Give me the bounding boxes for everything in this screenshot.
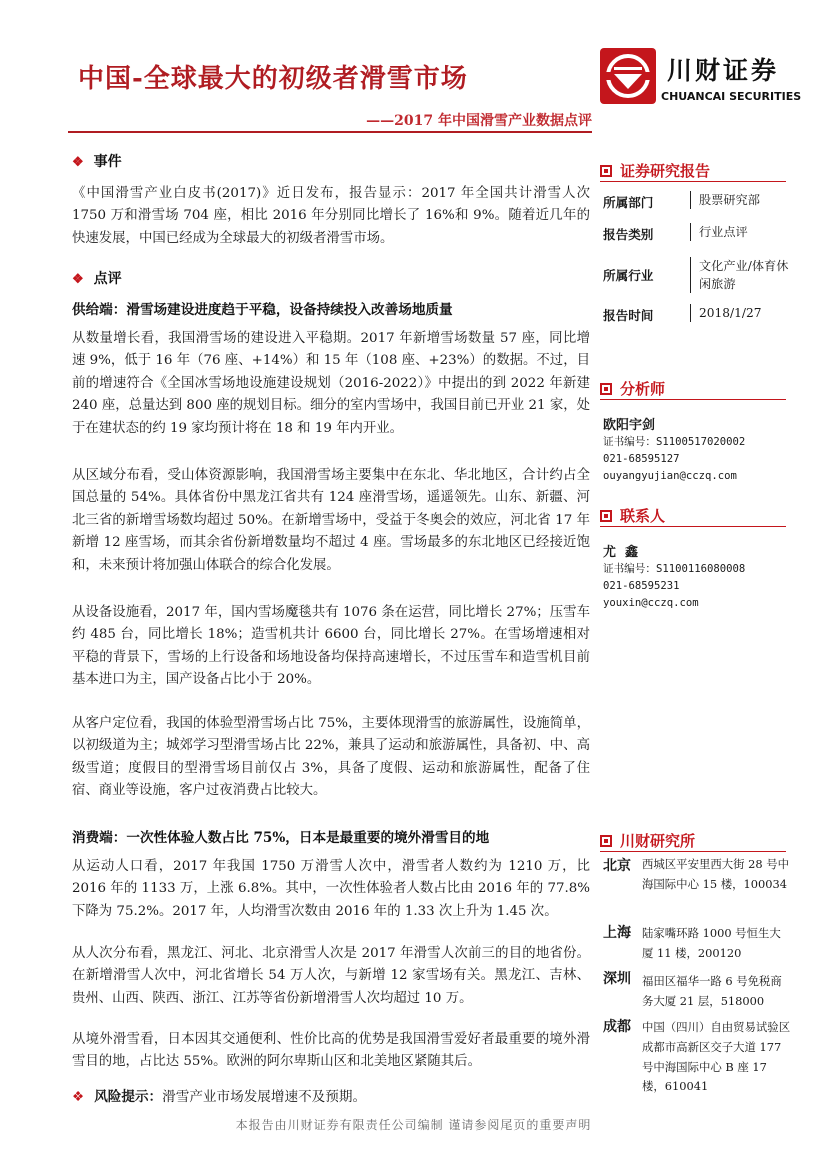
- analyst-name: 欧阳宇剑: [603, 418, 656, 433]
- office-address-shenzhen: 福田区福华一路 6 号免税商务大厦 21 层，518000: [642, 974, 782, 1008]
- demand-side-heading: 消费端：一次性体验人数占比 75%，日本是最重要的境外滑雪目的地: [72, 830, 490, 846]
- industry-value: 文化产业/体育休闲旅游: [690, 257, 790, 293]
- sidebar-divider: [600, 399, 786, 400]
- report-date-label: 报告时间: [603, 308, 654, 323]
- report-date-value: 2018/1/27: [690, 304, 762, 322]
- contact-phone: 021-68595231: [603, 580, 680, 592]
- risk-warning: [72, 1085, 366, 1105]
- brand-name-cn: 川财证券: [667, 56, 780, 85]
- office-city-shanghai: 上海: [603, 925, 631, 941]
- square-bullet-icon: [600, 510, 612, 522]
- footer-disclaimer: 本报告由川财证券有限责任公司编制 谨请参阅尾页的重要声明: [235, 1118, 592, 1132]
- analyst-phone: 021-68595127: [603, 453, 680, 465]
- diamond-bullet-icon: ❖: [72, 1089, 85, 1105]
- supply-paragraph-equipment: 从设备设施看，2017 年，国内雪场魔毯共有 1076 条在运营，同比增长 27%；压雪车约 485 台，同比增长 18%；造雪机共计 6600 台，同比增长 27%。在雪场增速相对平稳的背景下，雪场的上行设备和场地设备均保持高速增长，不过压雪车和造雪机目前基本进口为主，国产设备占比小于 20%。: [72, 605, 590, 688]
- report-title: 中国-全球最大的初级者滑雪市场: [78, 64, 468, 94]
- demand-paragraph-distribution: 从人次分布看，黑龙江、河北、北京滑雪人次是 2017 年滑雪人次前三的目的地省份。在新增滑雪人次中，河北省增长 54 万人次，与新增 12 家雪场有关。黑龙江、吉林、贵州、山西、陕西、浙江、江苏等省份新增滑雪人次均超过 10 万。: [72, 946, 590, 1006]
- institute-title: 川财研究所: [600, 830, 695, 851]
- demand-paragraph-overseas: 从境外滑雪看，日本因其交通便利、性价比高的优势是我国滑雪爱好者最重要的境外滑雪目的地，占比达 55%。欧洲的阿尔卑斯山区和北美地区紧随其后。: [72, 1032, 590, 1070]
- demand-paragraph-population: 从运动人口看，2017 年我国 1750 万滑雪人次中，滑雪者人数约为 1210 万，比 2016 年的 1133 万，上涨 6.8%。其中，一次性体验者人数占比由 2016 年的 77.8%下降为 75.2%。2017 年，人均滑雪次数由 2016 年的 1.33 次上升为 1.45 次。: [72, 859, 590, 919]
- chuancai-logo-icon: [600, 48, 656, 104]
- risk-text: 滑雪产业市场发展增速不及预期。: [162, 1089, 367, 1105]
- report-type-value: 行业点评: [690, 223, 748, 241]
- event-paragraph: 《中国滑雪产业白皮书(2017)》近日发布，报告显示：2017 年全国共计滑雪人次 1750 万和滑雪场 704 座，相比 2016 年分别同比增长了 16%和 9%。随着近几年的快速发展，中国已经成为全球最大的初级者滑雪市场。: [72, 186, 590, 246]
- diamond-bullet-icon: ❖: [72, 155, 84, 170]
- office-city-chengdu: 成都: [603, 1019, 631, 1035]
- office-city-beijing: 北京: [603, 858, 631, 874]
- comment-heading: ❖ 点评: [72, 271, 122, 287]
- sidebar-divider: [600, 181, 786, 182]
- sidebar-divider: [600, 526, 786, 527]
- brand-name-en: CHUANCAI SECURITIES: [661, 90, 802, 103]
- office-address-chengdu: 中国（四川）自由贸易试验区成都市高新区交子大道 177 号中海国际中心 B 座 17 楼，610041: [642, 1020, 791, 1094]
- supply-paragraph-region: 从区域分布看，受山体资源影响，我国滑雪场主要集中在东北、华北地区，合计约占全国总量的 54%。具体省份中黑龙江省共有 124 座滑雪场，遥遥领先。山东、新疆、河北三省的新增雪场数均超过 50%。在新增雪场中，受益于冬奥会的效应，河北省 17 年新增 12 座雪场，而其余省份新增数量均不超过 4 座。雪场最多的东北地区已经接近饱和，未来预计将加强山体联合的综合化发展。: [72, 468, 590, 573]
- supply-paragraph-customer: 从客户定位看，我国的体验型滑雪场占比 75%，主要体现滑雪的旅游属性，设施简单，以初级道为主；城郊学习型滑雪场占比 22%，兼具了运动和旅游属性，具备初、中、高级雪道；度假目的型滑雪场目前仅占 3%，具备了度假、运动和旅游属性，配备了住宿、商业等设施，客户过夜消费占比较大。: [72, 716, 590, 799]
- industry-label: 所属行业: [603, 268, 654, 283]
- office-address-beijing: 西城区平安里西大街 28 号中海国际中心 15 楼，100034: [642, 857, 790, 891]
- contact-name: 尤 鑫: [603, 545, 639, 560]
- analyst-cert: 证书编号：S1100517020002: [603, 436, 746, 448]
- contact-email[interactable]: youxin@cczq.com: [603, 597, 699, 609]
- report-type-label: 报告类别: [603, 227, 654, 242]
- department-label: 所属部门: [603, 195, 654, 210]
- analyst-email[interactable]: ouyangyujian@cczq.com: [603, 470, 737, 482]
- supply-side-heading: 供给端：滑雪场建设进度趋于平稳，设备持续投入改善场地质量: [72, 302, 453, 318]
- office-address-shanghai: 陆家嘴环路 1000 号恒生大厦 11 楼，200120: [642, 926, 781, 960]
- analyst-title: 分析师: [600, 378, 665, 399]
- research-report-title: 证券研究报告: [600, 160, 710, 181]
- supply-paragraph-quantity: 从数量增长看，我国滑雪场的建设进入平稳期。2017 年新增雪场数量 57 座，同比增速 9%，低于 16 年（76 座、+14%）和 15 年（108 座、+23%）的数据。不过，目前的增速符合《全国冰雪场地设施建设规划（2016-2022）》中提出的到 2022 年新建 240 座，总量达到 800 座的规划目标。细分的室内雪场中，我国目前已开业 21 家，处于在建状态的约 19 家均预计将在 18 和 19 年内开业。: [72, 331, 590, 436]
- diamond-bullet-icon: ❖: [72, 272, 84, 287]
- contact-cert: 证书编号：S1100116080008: [603, 563, 746, 575]
- contact-title: 联系人: [600, 505, 665, 526]
- department-value: 股票研究部: [690, 191, 760, 209]
- event-heading: ❖ 事件: [72, 154, 122, 170]
- office-city-shenzhen: 深圳: [603, 971, 631, 987]
- square-bullet-icon: [600, 165, 612, 177]
- square-bullet-icon: [600, 383, 612, 395]
- report-subtitle: ——2017 年中国滑雪产业数据点评: [366, 113, 592, 129]
- square-bullet-icon: [600, 835, 612, 847]
- risk-label: 风险提示：: [94, 1089, 163, 1105]
- sidebar-divider: [600, 851, 786, 852]
- header-divider: [68, 131, 592, 133]
